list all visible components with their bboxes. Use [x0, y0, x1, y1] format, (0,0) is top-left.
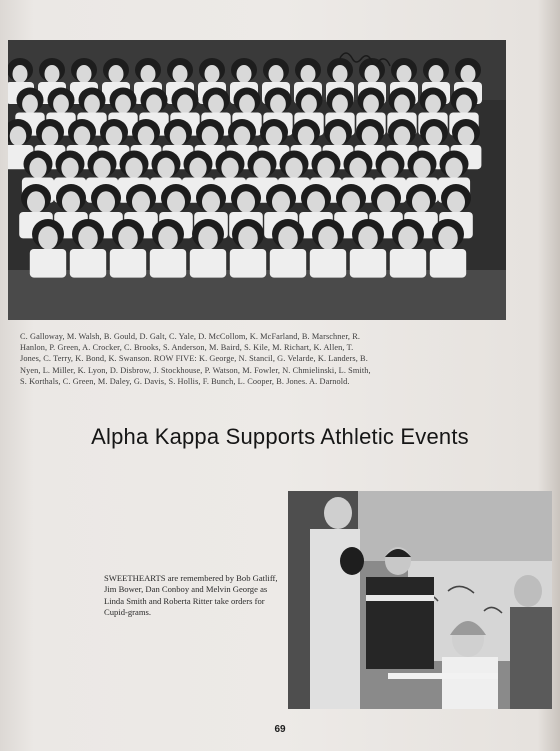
sweethearts-photo	[288, 491, 552, 709]
names-line: Jones, C. Terry, K. Bond, K. Swanson. ROW FIVE: K. George, N. Stancil, G. Velarde, K. Landers, B.	[20, 354, 368, 364]
sweethearts-caption: SWEETHEARTS are remembered by Bob Gatliff, Jim Bower, Dan Conboy and Melvin George as Linda Smith and Roberta Ritter take orders for Cupid-grams.	[104, 573, 278, 617]
names-line: Hanlon, P. Green, A. Crocker, C. Brooks, S. Anderson, M. Baird, S. Kile, M. Richart, K. Allen, T.	[20, 343, 354, 353]
names-line: S. Korthals, C. Green, M. Daley, G. Davis, S. Hollis, F. Bunch, L. Cooper, B. Jones. A. Darnold.	[20, 376, 350, 386]
group-photo	[8, 40, 506, 320]
section-heading: Alpha Kappa Supports Athletic Events	[91, 424, 469, 449]
member-names-caption	[20, 331, 498, 387]
page-number: 69	[274, 724, 286, 735]
names-line: Nyen, L. Miller, K. Lyon, D. Disbrow, J. Stockhouse, P. Watson, M. Fowler, N. Chmielinski, L. Smith,	[20, 365, 371, 375]
names-line: C. Galloway, M. Walsh, B. Gould, D. Galt, C. Yale, D. McCollom, K. McFarland, B. Marschner, R.	[20, 332, 361, 341]
